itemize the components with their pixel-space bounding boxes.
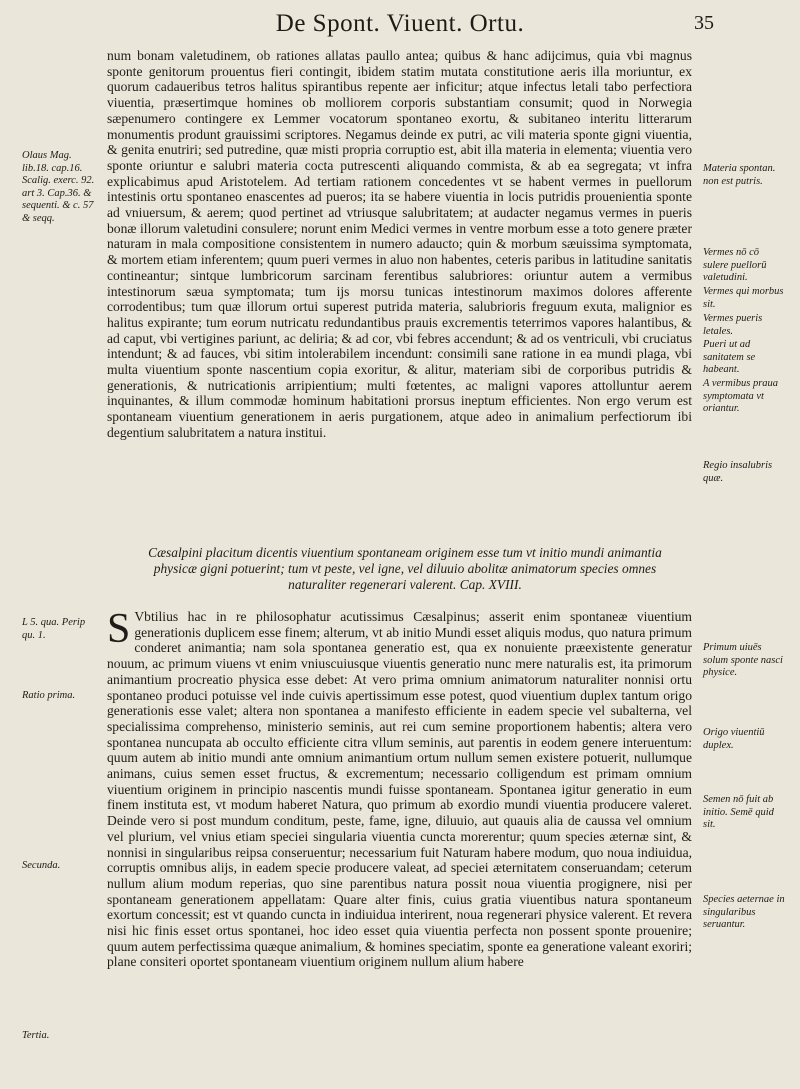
- margin-note-right: Semen nō fuit ab initio. Semē quid sit.: [703, 794, 774, 830]
- chapter-heading: Cæsalpini placitum dicentis viuentium spontaneam originem esse tum vt initio mundi animantia physicæ gigni potuerint; tum vt peste, vel igne, vel diluuio abolitæ animatorum species omnes naturaliter regenerari valerent. Cap. XVIII.: [148, 545, 662, 592]
- margin-note-right: Vermes qui morbus sit.: [703, 286, 784, 310]
- margin-note-left: Secunda.: [22, 860, 61, 871]
- margin-note-right: Regio insalubris quæ.: [703, 460, 773, 484]
- running-title: De Spont. Viuent. Ortu.: [275, 10, 525, 37]
- margin-note-right: Primum uiuēs solum sponte nasci physice.: [703, 642, 783, 678]
- body-text-block-2: [107, 606, 692, 970]
- margin-note-left: L 5. qua. Perip qu. 1.: [22, 617, 86, 641]
- margin-note-right: Vermes pueris letales.: [703, 313, 763, 337]
- body-text-block-1: [107, 48, 692, 441]
- page-number: 35: [694, 12, 714, 34]
- paragraph: Vbtilius hac in re philosophatur acutissimus Cæsalpinus; asserit enim spontaneæ viuentium generationis duplicem esse finem; alterum, vt ab initio Mundi esset aliquis modus, quo natura primum conderet animantia; nam sola spontanea generatio est, qua ex nonuiente præexistente generatur nouum, ac primum viuens vt enim vniuscuiusque viuentis generatio nunc mere naturalis est, ita primorum animantium procreatio physica esse debet: At vero prima omnium animatorum naturaliter nonnisi ortu spontaneo produci potuisse vel inde cuivis apertissimum esse potest, quod viuentium duplex tantum origo generationis esse valet; altera non spontanea a manifesto efficiente in eadem specie vel subalterna, vel specialissima comprehenso, ministerio seminis, aut rei cum semine proportionem habentis; altera vero spontanea nuncupata ab occulto efficiente citra vllum seminis, aut parentis in eodem genere interuentum: quum autem ab initio mundi ante omnium animantium ortum nullum semen existere potuerit, nullumque animans, cuius semen esset fructus, & excrementum; necessario colligendum est primam omnium viuentium originem in principio nascentis mundi fuisse spontaneam. Spontanea igitur generatio in eum finem instituta est, vt modum haberet Natura, quo primum ab exordio mundi viuentia producere valeret. Deinde vero si post mundum conditum, peste, fame, igne, diluuio, aut quauis alia de caussa vel omnium vel plurium, vel vnius etiam speciei singularia viuentia cuncta morerentur; quum species æternæ sint, & nonnisi in singularibus reipsa conseruentur; necessarium fuit Naturam habere modum, quo noua indiuidua, corruptis omnibus alijs, in eadem specie producere valeat, ad speciei æternitatem conseruandam; ceterum nullum alium modum reperias, quo sine parentibus natura possit noua viuentia progignere, nisi per spontaneam generationem appellatam: Quare alter finis, cuius gratia viuentibus natura spontaneum exortum concessit; est vt quando cuncta in indiuidua interirent, noua regenerari physice valerent. Et revera nisi hic finis esset ortus spontanei, hoc ideo esset quia viuentia perfecta non possent sponte prouenire; quum autem perfectissima quæque animalium, & homines speciatim, sponte ea generatione valeant exoriri; plane consiteri oportet spontaneam viuentium originem nullum alium haberе: [107, 609, 692, 970]
- margin-note-right: A vermibus praua symptomata vt oriantur.: [703, 378, 779, 414]
- paragraph: num bonam valetudinem, ob rationes allatas paullo antea; quibus & hanc adijcimus, quia vbi magnus sponte genitorum prouentus fieri contingit, ibidem statim mutata constitutione aeris illa moriuntur, ex quorum cadaueribus tetros halitus spirantibus repente aer inficitur; atque infectus letali tabo perfectiora viuentia, præsertimque homines ob molliorem corporis substantiam consumit; quod in Norwegia sæpenumero contingere ex Lemmer vocatorum spontaneo exortu, & subitaneo interitu litterarum monumentis produnt grauissimi scriptores. Negamus deinde ex putri, ac vili materia sponte gigni viuentia, & genita enutriri; sed putredine, quæ misti propria corruptio est, abit illa materia in elementa; viuentia vero sponte oriuntur e salubri materia cocta putrescenti aliquando commista, & ab ea segregata; vt infra explicabimus apud Aristotelem. Ad tertiam rationem concedentes vt se habent vermes in puellorum intestinis ortu spontaneo enascentes ad pueros; ita se habere viuentia in locis putridis prouenientia sponte ad vniuersum, & aerem; quod pertinet ad vtriusque salubritatem; at audacter negamus vermes in pueris bonæ illorum valetudini consulere; norunt enim Medici vermes in ventre morbum esse a toto genere præter naturam in mala compositione consistentem in numero adaucto; quin & morbum sæuissima symptomata, & mortem etiam inferentem; quum pueri vermes in aluo non habentes, ceteris paribus in latitudine sanitatis contineantur; sintque lumbricorum sarcinam ferentibus salubriores: oriuntur autem a vermibus intestinorum sæua symptomata; tum ijs morsu tunicas intestinorum maximos dolores afferente corrodentibus; tum quæ illorum ortui superest putrida materia, salubrioris freguum exuta, malignior es halitus expirante; tum eorum nutricatu redundantibus prauis excrementis teterrimos vapores halantibus, & ad caput, vbi vertigines pariunt, ac deliria; & ad cor, vbi febres accendunt; & ad os ventriculi, vbi cruciatus intendunt; & ad fauces, vbi sitim intolerabilem incendunt: consimili sane ratione in ea mundi plaga, vbi multa viuentium sponte nascentium copia exoritur, & alitur, materiam sibi de corporibus putridis & generationis, & nutricationis arripientium; multi fœtentes, ac maligni vapores attolluntur aerem inquinantes, & illum commodæ hominum habitationi prorsus ineptum efficientes. Non ergo verum est spontaneam viuentium generationem in aeris purgationem, atque adeo in animalium perfectiorum ibi degentium salubritatem a natura institui.: [107, 48, 692, 440]
- page-header: [100, 6, 714, 46]
- margin-note-right: Pueri ut ad sanitatem se habeant.: [703, 339, 756, 375]
- margin-note-right: Origo viuentiū duplex.: [703, 727, 765, 751]
- margin-note-left: Olaus Mag. lib.18. cap.16. Scalig. exerc. 92. art 3. Cap.36. & sequenti. & c. 57 & seqq.: [22, 150, 95, 224]
- margin-note-right: Vermes nō cō sulere puellorū valetudini.: [703, 247, 767, 283]
- margin-note-left: Tertia.: [22, 1030, 50, 1041]
- margin-note-left: Ratio prima.: [22, 690, 76, 701]
- margin-note-right: Materia spontan. non est putris.: [703, 163, 776, 187]
- drop-cap: S: [107, 606, 131, 652]
- margin-note-right: Species aeternae in singularibus seruantur.: [703, 894, 785, 930]
